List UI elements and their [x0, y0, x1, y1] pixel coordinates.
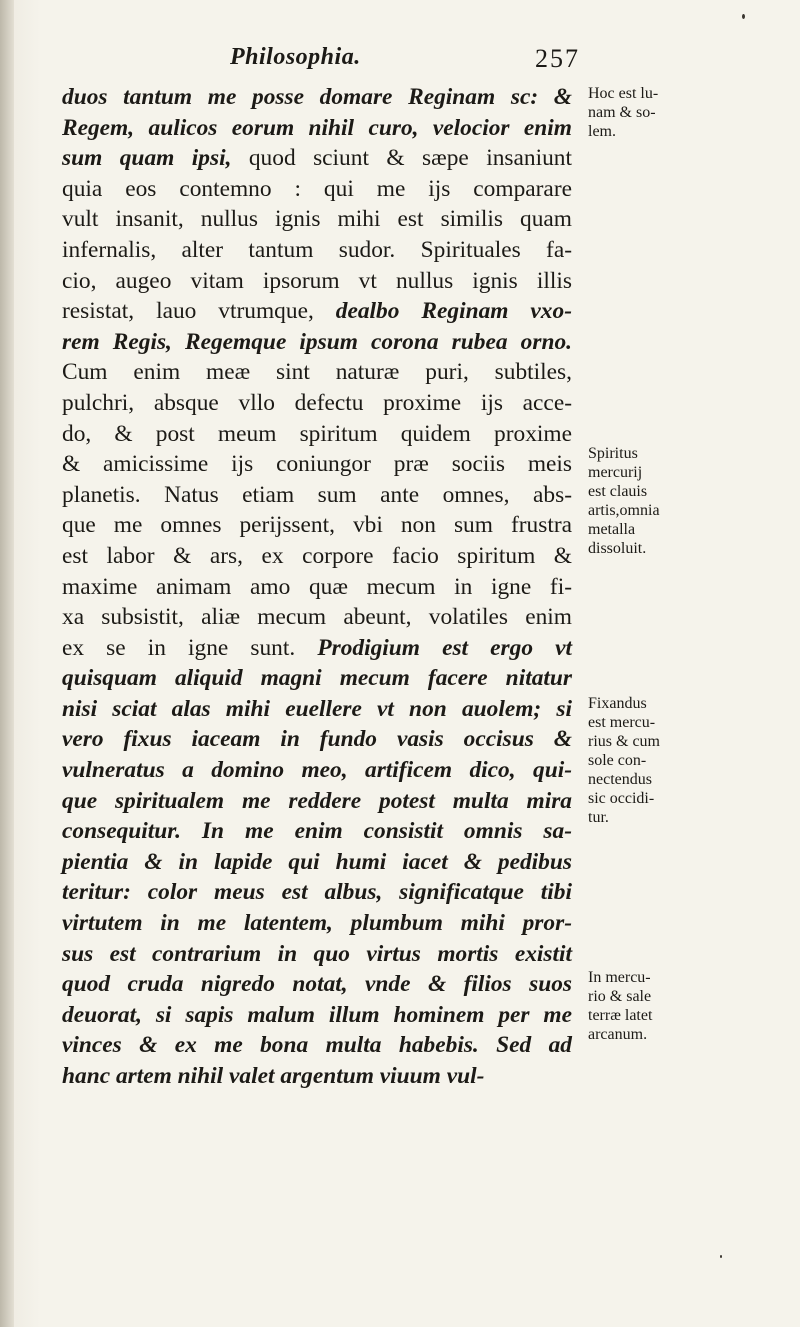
margin-note	[588, 444, 708, 558]
margin-note	[588, 84, 708, 141]
margin-note-line: arcanum.	[588, 1026, 648, 1043]
margin-note	[588, 694, 708, 827]
text-line	[62, 113, 572, 144]
italic-text: quisquam aliquid magni mecum facere nitatur	[62, 665, 572, 692]
text-line	[62, 694, 572, 725]
roman-text: cio, augeo vitam ipsorum vt nullus ignis illis	[62, 267, 572, 294]
text-line	[62, 419, 572, 450]
roman-text: infernalis, alter tantum sudor. Spirituales fa-	[62, 236, 572, 263]
text-line	[62, 174, 572, 205]
margin-note-line: sole con-	[588, 752, 647, 769]
text-line	[62, 82, 572, 113]
text-line	[62, 449, 572, 480]
running-title: Philosophia.	[230, 44, 361, 70]
roman-text: ex se in igne sunt.	[62, 634, 318, 661]
text-line	[62, 847, 572, 878]
text-line	[62, 816, 572, 847]
text-line	[62, 327, 572, 358]
roman-text: est labor & ars, ex corpore facio spiritum &	[62, 542, 572, 569]
margin-note-line: rio & sale	[588, 988, 652, 1005]
text-line	[62, 877, 572, 908]
text-line	[62, 786, 572, 817]
margin-note-line: mercurij	[588, 464, 643, 481]
text-line	[62, 663, 572, 694]
text-line	[62, 296, 572, 327]
italic-text: hanc artem nihil valet argentum viuum vul-	[62, 1063, 485, 1089]
text-line	[62, 572, 572, 603]
text-line	[62, 969, 572, 1000]
text-line	[62, 541, 572, 572]
margin-note-line: lem.	[588, 123, 616, 140]
text-line	[62, 908, 572, 939]
text-line	[62, 235, 572, 266]
margin-note-line: Fixandus	[588, 695, 647, 712]
margin-note-line: tur.	[588, 809, 609, 826]
roman-text: que me omnes perijssent, vbi non sum frustra	[62, 512, 572, 539]
roman-text: planetis. Natus etiam sum ante omnes, abs-	[62, 481, 572, 508]
margin-note-line: nectendus	[588, 771, 652, 788]
roman-text: & amicissime ijs coniungor præ sociis meis	[62, 451, 572, 478]
margin-note-line: Spiritus	[588, 445, 638, 462]
text-line	[62, 357, 572, 388]
page-number: 257	[535, 44, 580, 73]
text-line	[62, 1061, 572, 1092]
italic-text: teritur: color meus est albus, significatque tibi	[62, 879, 572, 906]
roman-text: do, & post meum spiritum quidem proxime	[62, 420, 572, 447]
margin-note-line: dissoluit.	[588, 540, 647, 557]
roman-text: vult insanit, nullus ignis mihi est similis quam	[62, 206, 572, 233]
margin-note-line: In mercu-	[588, 969, 651, 986]
italic-text: deuorat, si sapis malum illum hominem per me	[62, 1001, 572, 1028]
italic-text: Regem, aulicos eorum nihil curo, velocior enim	[62, 114, 572, 141]
margin-note-line: est mercu-	[588, 714, 656, 731]
italic-text: vinces & ex me bona multa habebis. Sed ad	[62, 1032, 572, 1059]
margin-note-line: rius & cum	[588, 733, 660, 750]
margin-note-line: Hoc est lu-	[588, 85, 659, 102]
main-text-block	[62, 82, 572, 1092]
roman-text: Cum enim meæ sint naturæ puri, subtiles,	[62, 359, 572, 386]
italic-text: duos tantum me posse domare Reginam sc: &	[62, 84, 572, 110]
roman-text: resistat, lauo vtrumque,	[62, 298, 336, 325]
text-line	[62, 480, 572, 511]
page-gutter	[0, 0, 14, 1327]
print-speck	[742, 14, 745, 19]
italic-text: vulneratus a domino meo, artificem dico, qui-	[62, 757, 572, 784]
margin-note-line: nam & so-	[588, 104, 656, 121]
italic-text: rem Regis, Regemque ipsum corona rubea orno.	[62, 328, 572, 355]
roman-text: maxime animam amo quæ mecum in igne fi-	[62, 573, 572, 600]
text-line	[62, 724, 572, 755]
text-line	[62, 1000, 572, 1031]
italic-text: consequitur. In me enim consistit omnis sa-	[62, 818, 572, 845]
italic-text: que spiritualem me reddere potest multa mira	[62, 787, 572, 814]
italic-text: sus est contrarium in quo virtus mortis existit	[62, 940, 572, 967]
roman-text: pulchri, absque vllo defectu proxime ijs acce-	[62, 389, 572, 416]
italic-text: sum quam ipsi,	[62, 145, 249, 172]
margin-note-line: sic occidi-	[588, 790, 655, 807]
margin-note-line: artis,omnia	[588, 502, 660, 519]
text-line	[62, 388, 572, 419]
text-line	[62, 939, 572, 970]
text-line	[62, 633, 572, 664]
print-speck	[720, 1255, 722, 1258]
roman-text: xa subsistit, aliæ mecum abeunt, volatiles enim	[62, 604, 572, 631]
margin-note-line: metalla	[588, 521, 636, 538]
text-line	[62, 602, 572, 633]
margin-note-line: est clauis	[588, 483, 648, 500]
margin-note	[588, 968, 708, 1044]
italic-text: pientia & in lapide qui humi iacet & pedibus	[62, 848, 572, 875]
italic-text: virtutem in me latentem, plumbum mihi pror-	[62, 910, 572, 937]
text-line	[62, 143, 572, 174]
italic-text: nisi sciat alas mihi euellere vt non auolem; si	[62, 695, 572, 722]
text-line	[62, 510, 572, 541]
text-line	[62, 755, 572, 786]
italic-text: Prodigium est ergo vt	[317, 634, 572, 661]
margin-note-line: terræ latet	[588, 1007, 653, 1024]
page-header	[60, 44, 580, 84]
roman-text: quia eos contemno : qui me ijs comparare	[62, 175, 572, 202]
italic-text: dealbo Reginam vxo-	[335, 298, 572, 325]
roman-text: quod sciunt & sæpe insaniunt	[248, 145, 572, 172]
text-line	[62, 204, 572, 235]
italic-text: quod cruda nigredo notat, vnde & filios suos	[62, 971, 572, 998]
text-line	[62, 1030, 572, 1061]
text-line	[62, 266, 572, 297]
italic-text: vero fixus iaceam in fundo vasis occisus &	[62, 726, 572, 753]
